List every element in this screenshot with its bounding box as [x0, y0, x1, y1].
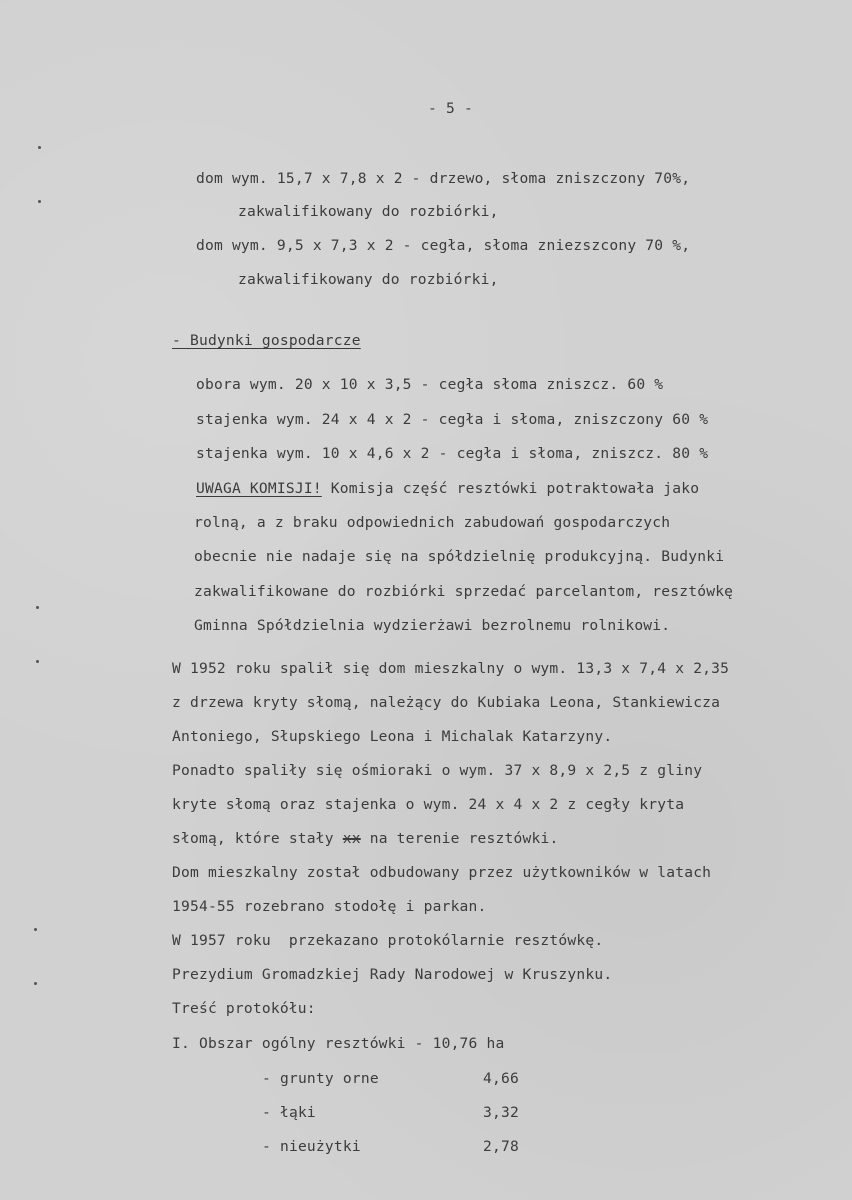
commission-note-text: Komisja część resztówki potraktowała jako: [321, 480, 700, 497]
land-item-label: - łąki: [262, 1104, 316, 1121]
struck-out-text: xx: [342, 830, 361, 847]
binder-hole-mark: [34, 982, 37, 985]
text-line: Prezydium Gromadzkiej Rady Narodowej w Kruszynku.: [172, 966, 613, 983]
text-line: obecnie nie nadaje się na spółdzielnię produkcyjną. Budynki: [194, 548, 725, 565]
text-line: Dom mieszkalny został odbudowany przez użytkowników w latach: [172, 864, 712, 881]
binder-hole-mark: [38, 200, 41, 203]
text-line: dom wym. 9,5 x 7,3 x 2 - cegła, słoma zniezszcony 70 %,: [196, 237, 691, 254]
text-line: [196, 480, 699, 498]
land-item-label: - nieużytki: [262, 1138, 361, 1155]
text-line: rolną, a z braku odpowiednich zabudowań gospodarczych: [194, 514, 671, 531]
text-segment: słomą, które stały: [172, 830, 343, 847]
binder-hole-mark: [36, 660, 39, 663]
land-item-value: 3,32: [483, 1104, 519, 1121]
text-line: z drzewa kryty słomą, należący do Kubiaka Leona, Stankiewicza: [172, 694, 721, 711]
binder-hole-mark: [38, 146, 41, 149]
text-line: Ponadto spaliły się ośmioraki o wym. 37 x 8,9 x 2,5 z gliny: [172, 762, 703, 779]
text-line: I. Obszar ogólny resztówki - 10,76 ha: [172, 1035, 505, 1052]
text-line: zakwalifikowany do rozbiórki,: [238, 271, 499, 288]
page-number: - 5 -: [428, 100, 473, 117]
text-line: Gminna Spółdzielnia wydzierżawi bezrolnemu rolnikowi.: [194, 617, 671, 634]
text-line: dom wym. 15,7 x 7,8 x 2 - drzewo, słoma zniszczony 70%,: [196, 170, 691, 187]
text-line: zakwalifikowane do rozbiórki sprzedać parcelantom, resztówkę: [194, 583, 734, 600]
text-line: [172, 830, 558, 848]
text-line: stajenka wym. 10 x 4,6 x 2 - cegła i słoma, zniszcz. 80 %: [196, 445, 709, 462]
text-line: kryte słomą oraz stajenka o wym. 24 x 4 x 2 z cegły kryta: [172, 796, 685, 813]
land-item-value: 4,66: [483, 1070, 519, 1087]
text-line: obora wym. 20 x 10 x 3,5 - cegła słoma zniszcz. 60 %: [196, 376, 664, 393]
text-line: Treść protokółu:: [172, 1000, 316, 1017]
section-heading: - Budynki gospodarcze: [172, 332, 361, 349]
text-line: W 1952 roku spalił się dom mieszkalny o wym. 13,3 x 7,4 x 2,35: [172, 660, 730, 677]
text-line: Antoniego, Słupskiego Leona i Michalak Katarzyny.: [172, 728, 613, 745]
text-line: zakwalifikowany do rozbiórki,: [238, 203, 499, 220]
binder-hole-mark: [36, 606, 39, 609]
text-line: W 1957 roku przekazano protokólarnie resztówkę.: [172, 932, 604, 949]
land-item-value: 2,78: [483, 1138, 519, 1155]
land-item-label: - grunty orne: [262, 1070, 379, 1087]
text-line: 1954-55 rozebrano stodołę i parkan.: [172, 898, 487, 915]
text-segment: na terenie resztówki.: [360, 830, 559, 847]
text-line: stajenka wym. 24 x 4 x 2 - cegła i słoma, zniszczony 60 %: [196, 411, 709, 428]
binder-hole-mark: [34, 928, 37, 931]
commission-note-heading: UWAGA KOMISJI!: [196, 480, 322, 497]
